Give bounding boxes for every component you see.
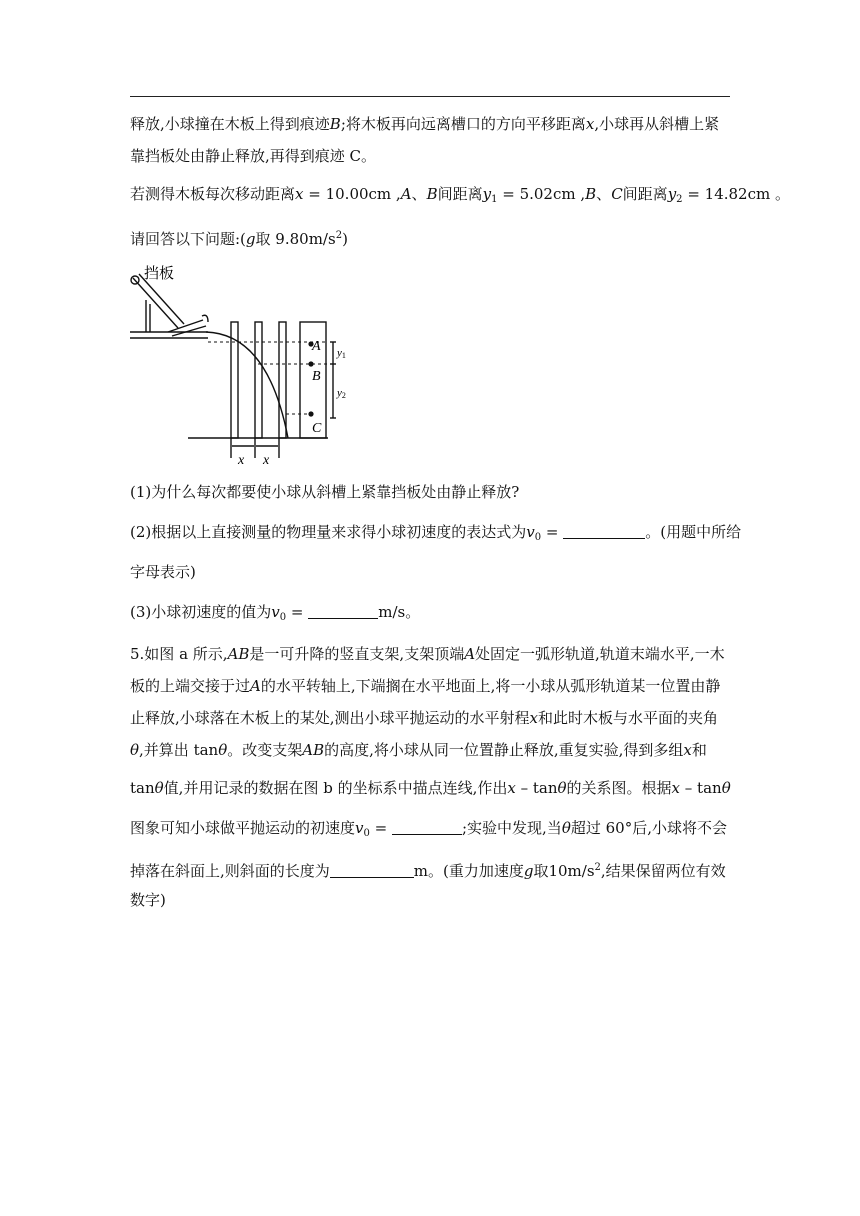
var-g: g	[523, 862, 534, 880]
text: 间距离	[437, 185, 483, 203]
header-rule	[130, 96, 730, 97]
text: 取 9.80m/s	[255, 230, 336, 248]
text: )	[342, 230, 348, 248]
text: 超过 60°后,小球将不会	[570, 819, 727, 837]
label-x1: x	[238, 453, 245, 468]
question-2	[130, 522, 742, 548]
text: 的关系图。根据	[566, 779, 672, 797]
text: 数字)	[130, 891, 166, 909]
baffle-label: 挡板	[144, 264, 175, 282]
var-B: B	[426, 185, 438, 203]
text: 的高度,将小球从同一位置静止释放,重复实验,得到多组	[324, 741, 684, 759]
var-theta: θ	[154, 779, 164, 797]
text: 释放,小球撞在木板上得到痕迹	[130, 115, 330, 133]
text: 的水平转轴上,下端搁在水平地面上,将一小球从弧形轨道某一位置由静	[260, 677, 721, 695]
text: 和此时木板与水平面的夹角	[538, 709, 719, 727]
value: = 14.82cm 。	[682, 185, 790, 203]
experiment-figure	[128, 260, 358, 470]
var-A: A	[400, 185, 412, 203]
subscript: 0	[363, 828, 370, 839]
text: 值,并用记录的数据在图 b 的坐标系中描点连线,作出	[163, 779, 508, 797]
label-y2-main: y	[337, 387, 342, 399]
var-A: A	[464, 645, 476, 663]
subscript: 2	[676, 194, 683, 205]
text: 靠挡板处由静止释放,再得到痕迹 C。	[130, 147, 377, 165]
text: 处固定一弧形轨道,轨道末端水平,一木	[475, 645, 725, 663]
question-1	[130, 482, 730, 502]
text: ,结果保留两位有效	[600, 862, 726, 880]
text: ;将木板再向远离槽口的方向平移距离	[340, 115, 586, 133]
mark-B	[308, 361, 313, 366]
sep: 、	[411, 185, 427, 203]
problem5-line	[130, 644, 730, 664]
problem5-line	[130, 676, 730, 696]
sep: 、	[596, 185, 612, 203]
answer-blank[interactable]	[330, 863, 414, 878]
equals: =	[541, 523, 564, 541]
equals: =	[369, 819, 392, 837]
var-y1: y	[482, 185, 492, 203]
text: (2)根据以上直接测量的物理量来求得小球初速度的表达式为	[130, 523, 527, 541]
paragraph-line	[130, 226, 730, 249]
var-v: v	[271, 603, 280, 621]
var-y2: y	[667, 185, 677, 203]
value: = 5.02cm ,	[497, 185, 586, 203]
text: m。(重力加速度	[413, 862, 524, 880]
text: 止释放,小球落在木板上的某处,测出小球平抛运动的水平射程	[130, 709, 530, 727]
var-v: v	[355, 819, 364, 837]
var-C: C	[611, 185, 623, 203]
subscript: 1	[491, 194, 498, 205]
value: = 10.00cm ,	[303, 185, 401, 203]
text: 是一可升降的竖直支架,支架顶端	[249, 645, 465, 663]
text: 间距离	[622, 185, 668, 203]
answer-blank[interactable]	[563, 524, 645, 539]
question-2-cont	[130, 562, 730, 582]
problem5-line	[130, 818, 730, 844]
var-B: B	[585, 185, 597, 203]
var-g: g	[245, 230, 256, 248]
answer-blank[interactable]	[392, 820, 462, 835]
label-x2: x	[263, 453, 270, 468]
paragraph-line	[130, 146, 730, 166]
label-y1-sub: 1	[341, 351, 346, 360]
var-x: x	[585, 115, 595, 133]
var-v: v	[526, 523, 535, 541]
var-x: x	[295, 185, 304, 203]
text: 5.如图 a 所示,	[130, 645, 228, 663]
label-A: A	[312, 339, 321, 354]
subscript: 0	[279, 612, 287, 623]
problem5-line	[130, 708, 730, 728]
answer-blank[interactable]	[308, 604, 378, 619]
text: 。改变支架	[227, 741, 303, 759]
question-3	[130, 602, 730, 628]
var-theta: θ	[557, 779, 567, 797]
var-x: x	[529, 709, 539, 727]
problem5-line	[130, 778, 730, 798]
text: 字母表示)	[130, 563, 196, 581]
text: (3)小球初速度的值为	[130, 603, 272, 621]
superscript: 2	[594, 862, 601, 873]
text: 和	[691, 741, 707, 759]
text: (1)为什么每次都要使小球从斜槽上紧靠挡板处由静止释放?	[130, 483, 520, 501]
text: 掉落在斜面上,则斜面的长度为	[130, 862, 330, 880]
var-theta: θ	[721, 779, 731, 797]
text: tan	[130, 779, 155, 797]
text: 取10m/s	[533, 862, 595, 880]
var-A: A	[250, 677, 261, 695]
paragraph-line	[130, 114, 730, 134]
problem5-line	[130, 740, 730, 760]
var-theta: θ	[561, 819, 571, 837]
text: ,并算出 tan	[139, 741, 219, 759]
text: 请回答以下问题:(	[130, 230, 246, 248]
mark-C	[308, 411, 313, 416]
text: ,小球再从斜槽上紧	[594, 115, 720, 133]
equals: =	[286, 603, 309, 621]
subscript: 0	[534, 532, 542, 543]
label-B: B	[312, 369, 321, 384]
var-AB: AB	[227, 645, 250, 663]
text: – tan	[515, 779, 558, 797]
var-x: x	[507, 779, 516, 797]
label-C: C	[312, 421, 322, 436]
superscript: 2	[335, 230, 343, 241]
label-y2	[336, 387, 346, 400]
var-x: x	[671, 779, 681, 797]
var-AB: AB	[302, 741, 325, 759]
var-theta: θ	[218, 741, 228, 759]
var-x: x	[683, 741, 692, 759]
text: 若测得木板每次移动距离	[130, 185, 296, 203]
text: 。(用题中所给	[645, 523, 742, 541]
text: m/s。	[378, 603, 421, 621]
problem5-line	[130, 890, 730, 910]
problem5-line	[130, 858, 730, 881]
paragraph-line	[130, 184, 790, 210]
var-B: B	[329, 115, 341, 133]
text: ;实验中发现,当	[461, 819, 562, 837]
text: – tan	[680, 779, 722, 797]
text: 图象可知小球做平抛运动的初速度	[130, 819, 356, 837]
label-y1	[336, 347, 346, 360]
var-theta: θ	[130, 741, 140, 759]
label-y2-sub: 2	[341, 391, 346, 400]
label-y1-main: y	[337, 347, 342, 359]
text: 板的上端交接于过	[130, 677, 251, 695]
